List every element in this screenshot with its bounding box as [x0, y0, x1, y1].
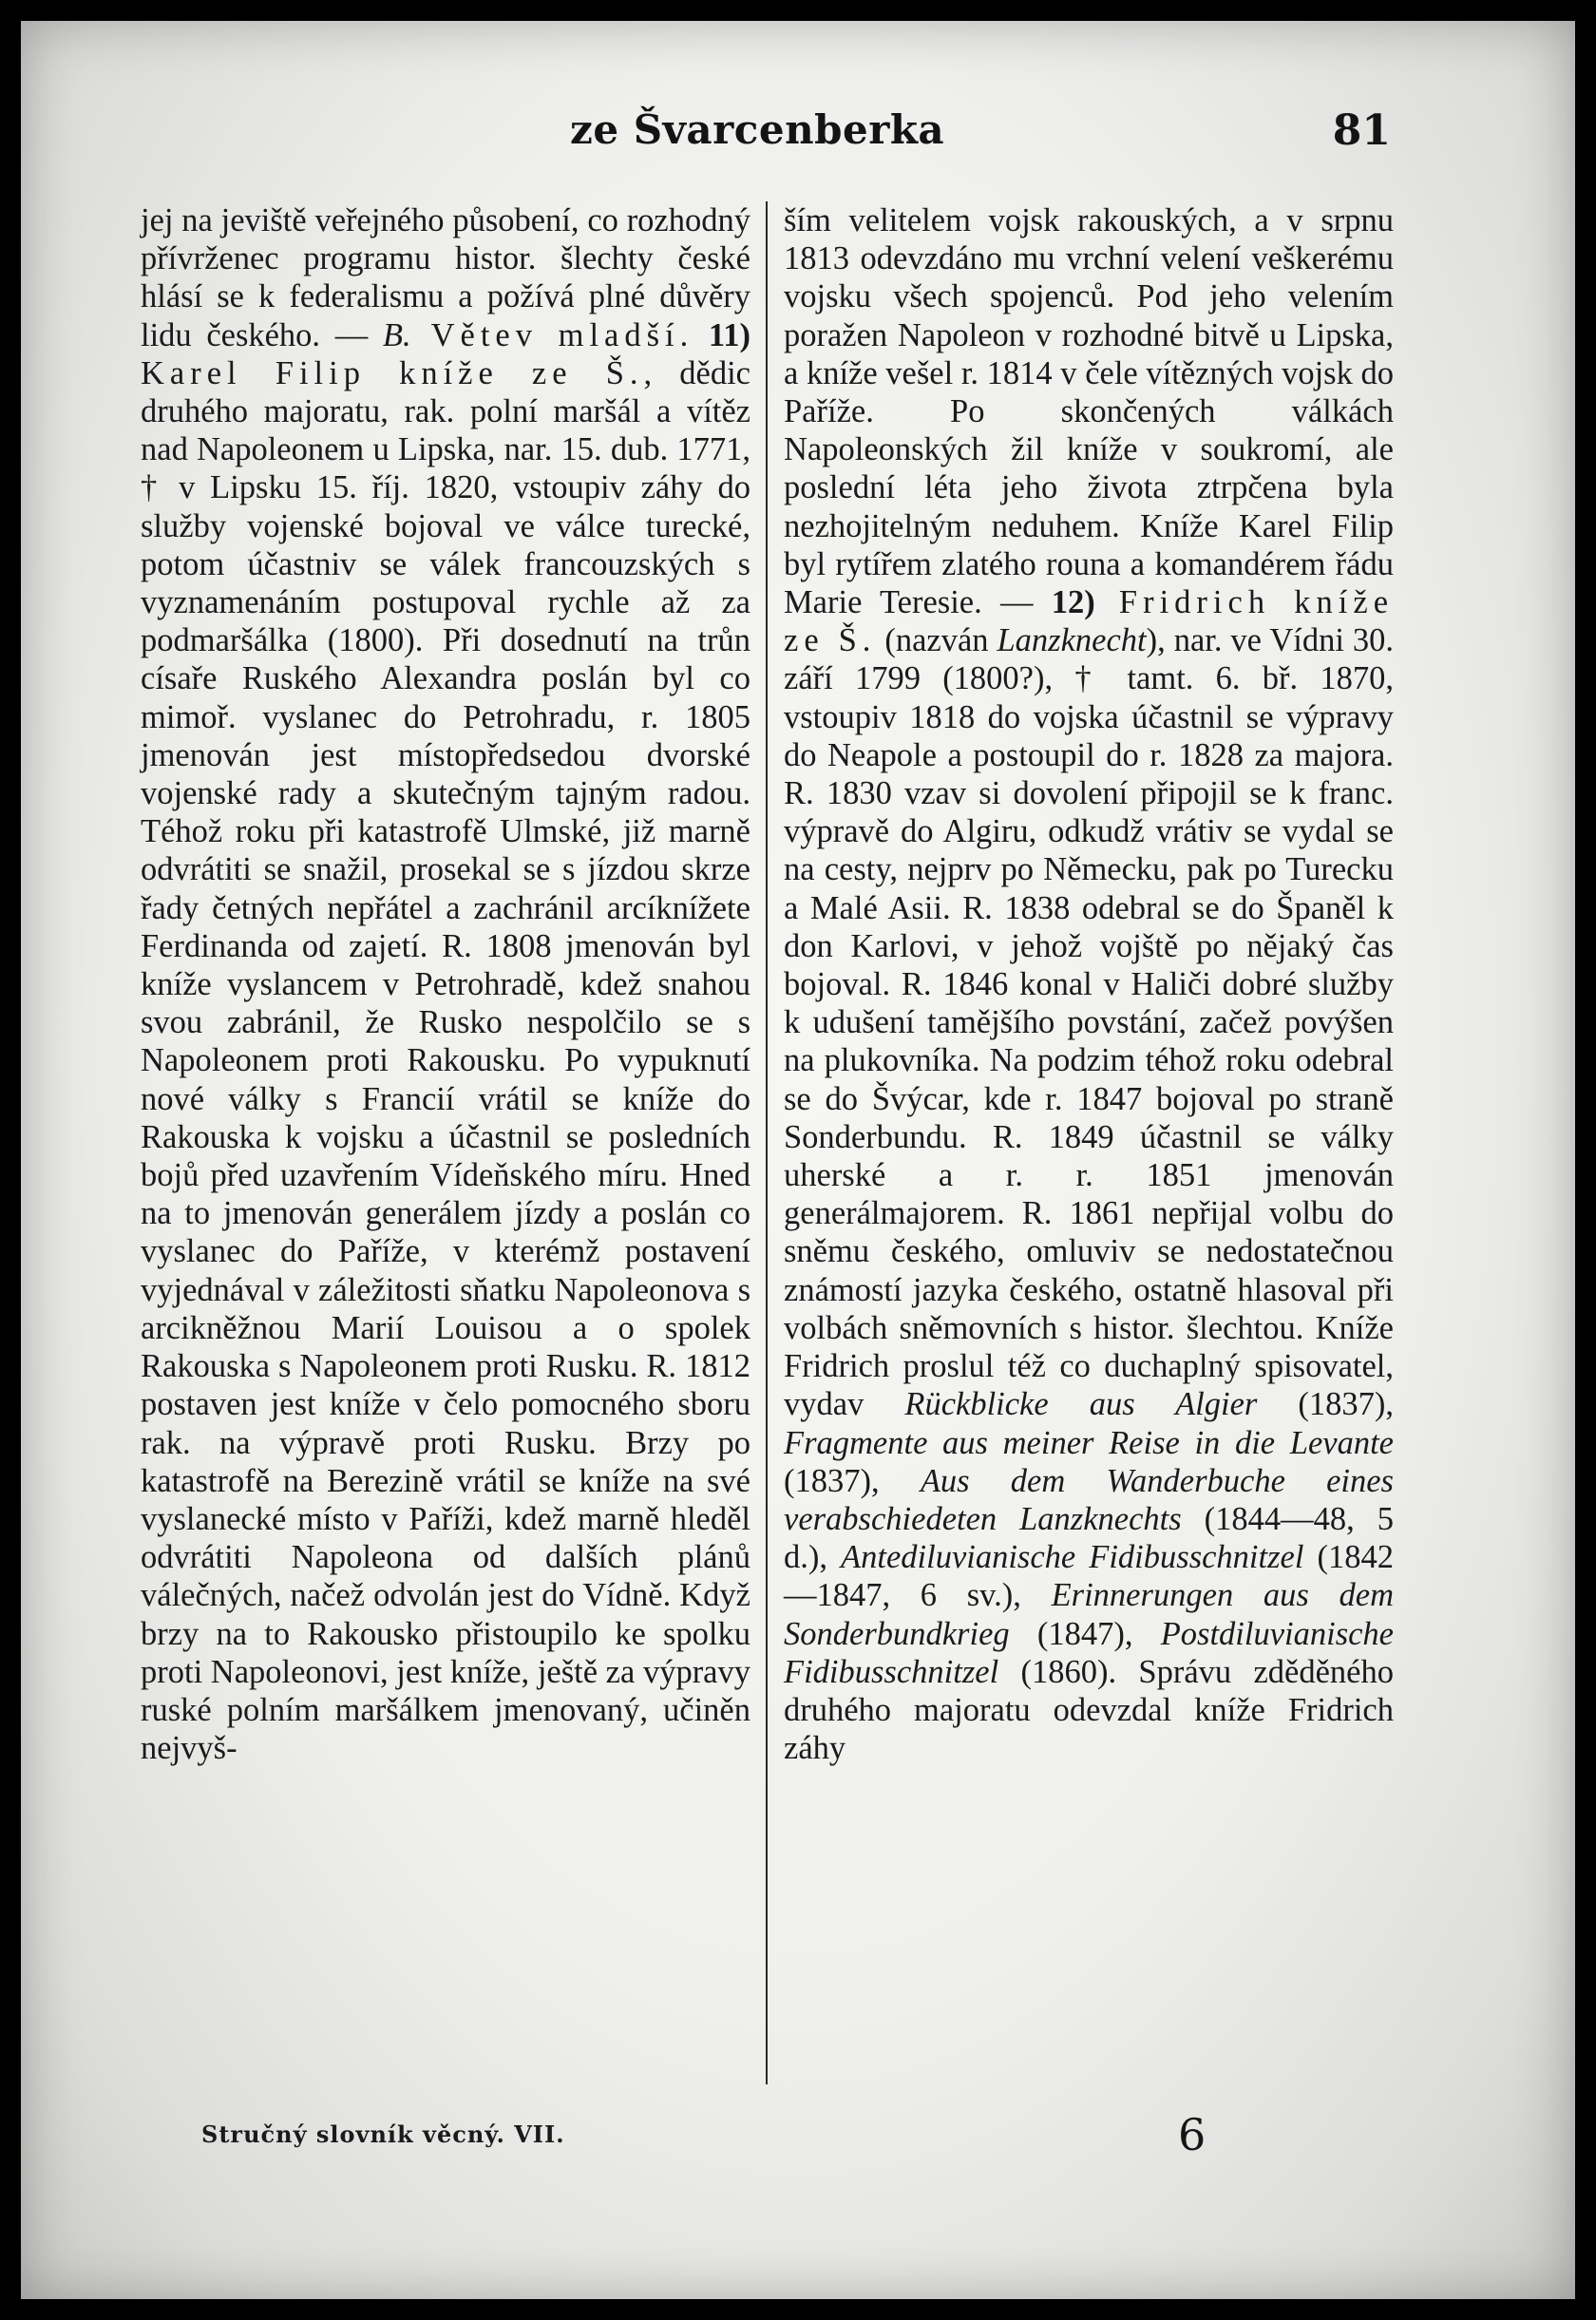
signature-mark: 6 [1178, 2109, 1206, 2160]
work-title-2: Fragmente aus meiner Reise in die Levante [784, 1424, 1394, 1461]
work-title-6: Postdiluvianische Fidibusschnitzel [784, 1615, 1394, 1690]
nickname-open: (nazván [876, 622, 998, 659]
entry-text-fridrich: ), nar. ve Vídni 30. září 1799 (1800?), † tamt. 6. bř. 1870, vstoupiv 1818 do vojska účastnil se výpravy do Neapole a postoupil do r. 1828 za majora. R. 1830 vzav si dovolení připojil se k franc. výpravě do Algiru, odkudž vrátiv se vydal se na cesty, nejprv po Německu, pak po Turecku a Malé Asii. R. 1838 odebral se do Španěl k don Karlovi, v jehož vojště po nějaký čas bojoval. R. 1846 konal v Haliči dobré služby k udušení tamějšího povstání, začež povýšen na plukovníka. Na podzim téhož roku odebral se do Švýcar, kde r. 1847 bojoval po straně Sonderbundu. R. 1849 účastnil se války uherské a r. r. 1851 jmenován generálmajorem. R. 1861 nepřijal volbu do sněmu českého, omluviv se nedostatečnou známostí jazyka českého, ostatně hlasoval při volbách sněmovních s histor. šlechtou. Kníže Fridrich proslul též co duchaplný spisovatel, vydav [784, 622, 1394, 1423]
branch-letter: B. [382, 316, 411, 353]
work-title-5: Erinnerungen aus dem Sonderbundkrieg [784, 1577, 1394, 1652]
right-p1-text: ším velitelem vojsk rakouských, a v srpnu 1813 odevzdáno mu vrchní velení veškerému vojsku všech spojenců. Pod jeho velením poražen Napoleon v rozhodné bitvě u Lipska, a kníže vešel r. 1814 v čele vítězných vojsk do Paříže. Po skončených válkách Napoleonských žil kníže v soukromí, ale poslední léta jeho života ztrpčena byla nezhojitelným neduhem. Kníže Karel Filip byl rytířem zlatého rouna a komandérem řádu Marie Teresie. — [784, 202, 1394, 621]
left-paragraph-1 [141, 201, 750, 1767]
entry-name-fridrich: Fridrich kníže ze Š. [784, 584, 1395, 659]
work-year-1: (1837), [1257, 1386, 1394, 1423]
work-title-1: Rückblicke aus Algier [904, 1386, 1258, 1423]
work-title-4: Antediluvianische Fidibusschnitzel [841, 1539, 1304, 1576]
entry-text-karel-filip: , dědic druhého majoratu, rak. polní maršál a vítěz nad Napoleonem u Lipska, nar. 15. dub. 1771, † v Lipsku 15. říj. 1820, vstoupiv záhy do služby vojenské bojoval ve válce turecké, potom účastniv se válek francouzských s vyznamenáním postupoval rychle až za podmaršálka (1800). Při dosednutí na trůn císaře Ruského Alexandra poslán byl co mimoř. vyslanec do Petrohradu, r. 1805 jmenován jest místopředsedou dvorské vojenské rady a skutečným tajným radou. Téhož roku při katastrofě Ulmské, již marně odvrátiti se snažil, prosekal se s jízdou skrze řady četných nepřátel a zachránil arcíknížete Ferdinanda od zajetí. R. 1808 jmenován byl kníže vyslancem v Petrohradě, kdež snahou svou zabránil, že Rusko nespolčilo se s Napoleonem proti Rakousku. Po vypuknutí nové války s Francií vrátil se kníže do Rakouska k vojsku a účastnil se posledních bojů před uzavřením Vídeňského míru. Hned na to jmenován generálem jízdy a poslán co vyslanec do Paříže, v kterémž postavení vyjednával v záležitosti sňatku Napoleonova s arcikněžnou Marií Louisou a o spolek Rakouska s Napoleonem proti Rusku. R. 1812 postaven jest kníže v čelo pomocného sboru rak. na výpravě proti Rusku. Brzy po katastrofě na Berezině vrátil se kníže na své vyslanecké místo v Paříži, kdež marně hleděl odvrátiti Napoleona od dalších plánů válečných, načež odvolán jest do Vídně. Když brzy na to Rakousko přistoupilo ke spolku proti Napoleonovi, jest kníže, ještě za výpravy ruské polním maršálkem jmenovaný, učiněn nejvyš- [141, 354, 750, 1767]
work-title-3: Aus dem Wanderbuche eines verabschiedeten Lanzknechts [784, 1462, 1394, 1537]
entry-number-11: 11) [708, 316, 751, 353]
work-year-5: (1847), [1009, 1615, 1161, 1652]
entry-name-karel-filip: Karel Filip kníže ze Š. [141, 354, 644, 391]
right-paragraph-1 [784, 201, 1394, 1767]
left-p1-text: jej na jeviště veřejného působení, co rozhodný přívrženec programu histor. šlechty české hlásí se k federalismu a požívá plné důvěry lidu českého. — [141, 202, 750, 353]
work-year-3: (1844—48, 5 d.), [784, 1500, 1394, 1576]
work-year-4: (1842—1847, 6 sv.), [784, 1539, 1394, 1614]
work-year-6: (1860). Správu zděděného druhého majoratu odevzdal kníže Fridrich záhy [784, 1653, 1394, 1767]
left-column [141, 201, 750, 1767]
footer-source: Stručný slovník věcný. VII. [201, 2120, 565, 2148]
column-divider [766, 201, 768, 2084]
work-year-2: (1837), [784, 1462, 921, 1499]
nickname: Lanzknecht [997, 622, 1147, 659]
right-column [784, 201, 1394, 1767]
branch-title: Větev mladší. [410, 316, 694, 353]
entry-number-12: 12) [1051, 584, 1095, 621]
running-head: ze Švarcenberka [570, 106, 945, 153]
page-number: 81 [1332, 106, 1391, 155]
